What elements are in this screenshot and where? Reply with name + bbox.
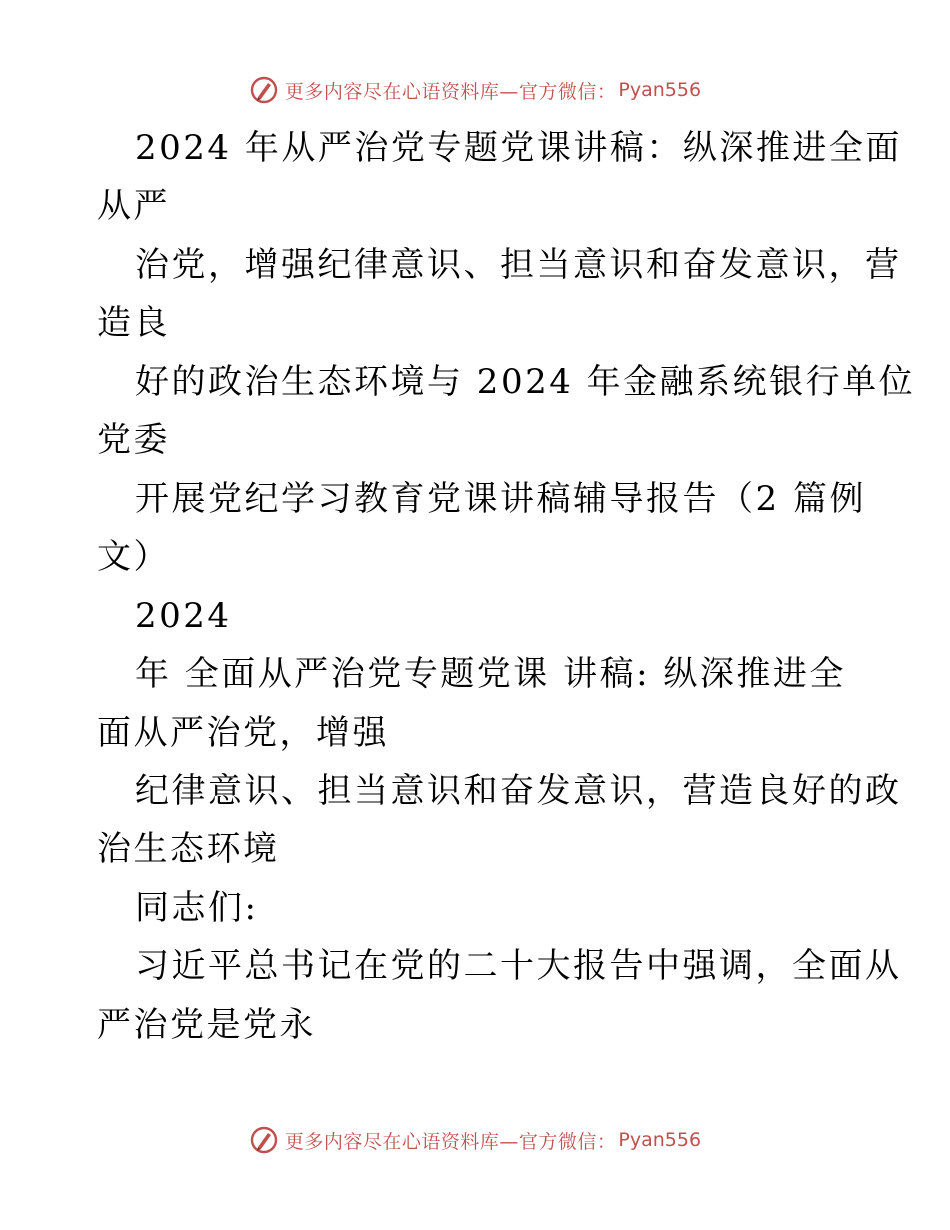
watermark-contact: Pyan556 xyxy=(618,1129,702,1151)
watermark-site-text: 更多内容尽在心语资料库—官方微信： xyxy=(284,1130,617,1153)
text-line: 年 全面从严治党专题党课 讲稿: 纵深推进全 xyxy=(135,654,846,694)
text-line: 党委 xyxy=(97,420,170,460)
watermark-footer xyxy=(0,1120,950,1160)
text-line: 文） xyxy=(97,537,170,577)
pen-in-circle-icon xyxy=(249,75,279,105)
text-line: 面从严治党，增强 xyxy=(97,713,389,753)
text-line: 从严 xyxy=(97,186,170,226)
watermark-site-text: 更多内容尽在心语资料库—官方微信： xyxy=(284,80,617,103)
text-line: 造良 xyxy=(97,303,170,343)
pen-in-circle-icon xyxy=(249,1125,279,1155)
text-line: 纪律意识、担当意识和奋发意识，营造良好的政 xyxy=(135,771,902,811)
text-line: 治生态环境 xyxy=(97,829,280,869)
text-line: 严治党是党永 xyxy=(97,1005,316,1045)
text-line: 治党，增强纪律意识、担当意识和奋发意识，营 xyxy=(135,245,902,285)
watermark-contact: Pyan556 xyxy=(618,79,702,101)
text-line: 2024 年从严治党专题党课讲稿：纵深推进全面 xyxy=(135,128,902,168)
text-line: 习近平总书记在党的二十大报告中强调，全面从 xyxy=(135,946,902,986)
watermark-header xyxy=(0,70,950,110)
text-line: 2024 xyxy=(135,596,232,636)
text-line: 开展党纪学习教育党课讲稿辅导报告（2 篇例 xyxy=(135,479,866,519)
text-line: 同志们: xyxy=(135,888,259,928)
text-line: 好的政治生态环境与 2024 年金融系统银行单位 xyxy=(135,362,916,402)
